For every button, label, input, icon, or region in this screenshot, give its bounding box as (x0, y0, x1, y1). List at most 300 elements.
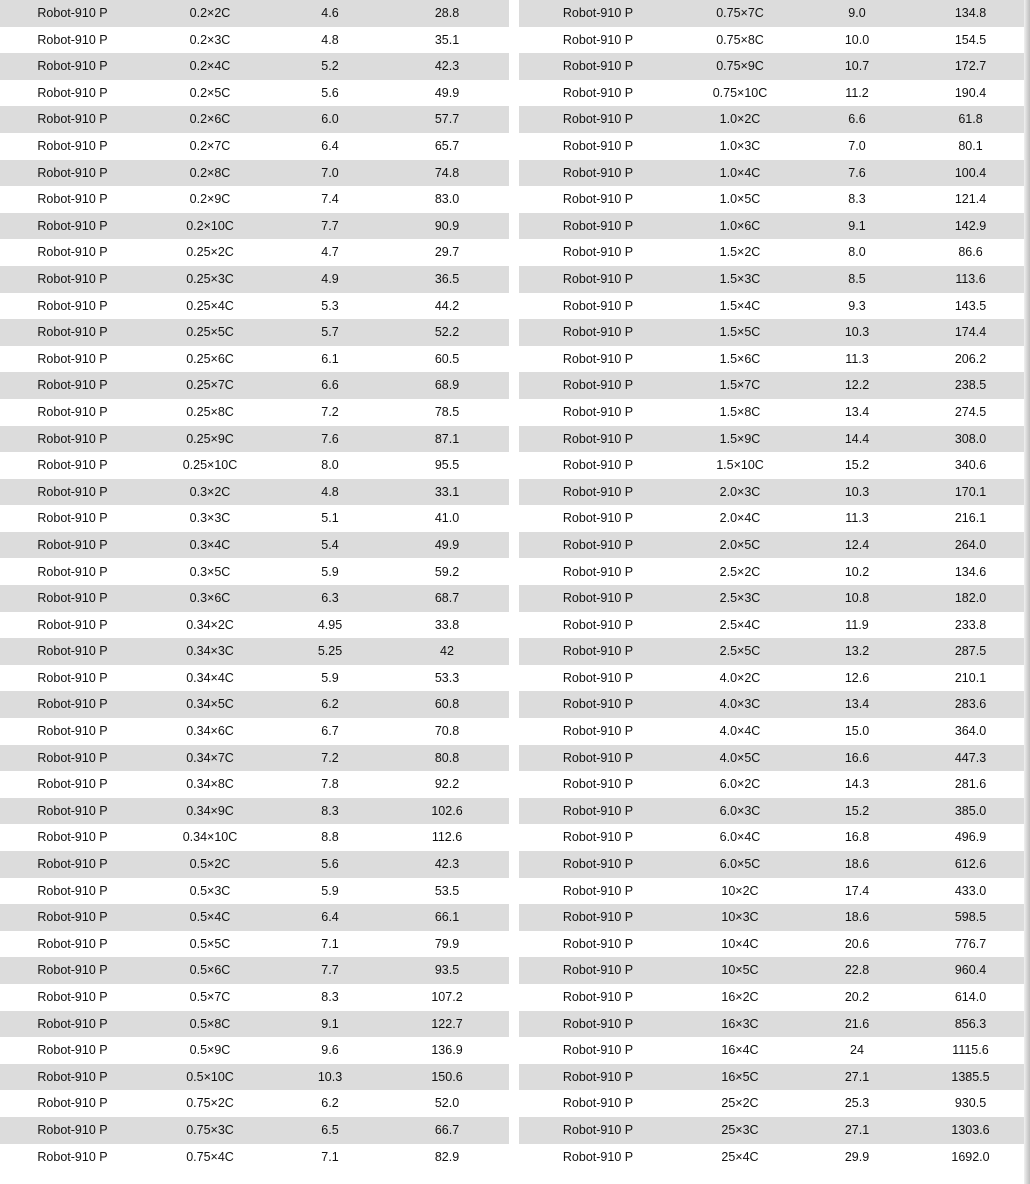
outer-diameter-cell: 4.95 (317, 617, 343, 632)
spec-cell: 1.5×5C (719, 325, 761, 340)
table-row (519, 372, 1030, 399)
model-cell: Robot-910 P (37, 1043, 108, 1058)
table-row (0, 319, 509, 346)
outer-diameter-cell: 6.2 (321, 1096, 339, 1111)
table-row (0, 293, 509, 320)
model-cell: Robot-910 P (37, 32, 108, 47)
outer-diameter-cell: 7.2 (321, 750, 339, 765)
outer-diameter-cell: 12.2 (844, 378, 870, 393)
spec-cell: 1.0×4C (719, 165, 761, 180)
table-row (0, 984, 509, 1011)
model-cell: Robot-910 P (37, 378, 108, 393)
weight-cell: 283.6 (954, 697, 987, 712)
weight-cell: 274.5 (954, 404, 987, 419)
model-cell: Robot-910 P (562, 537, 634, 552)
spec-cell: 0.2×4C (189, 59, 231, 74)
spec-cell: 0.5×4C (189, 910, 231, 925)
table-row (519, 1011, 1030, 1038)
outer-diameter-cell: 6.4 (321, 910, 339, 925)
model-cell: Robot-910 P (37, 670, 108, 685)
outer-diameter-cell: 27.1 (844, 1069, 870, 1084)
outer-diameter-cell: 15.0 (844, 724, 870, 739)
table-row (519, 239, 1030, 266)
spec-cell: 0.25×6C (186, 351, 234, 366)
model-cell: Robot-910 P (562, 165, 634, 180)
table-row (0, 771, 509, 798)
table-row (519, 160, 1030, 187)
spec-cell: 1.0×2C (719, 112, 761, 127)
spec-cell: 0.25×3C (186, 271, 234, 286)
model-cell: Robot-910 P (562, 112, 634, 127)
model-cell: Robot-910 P (562, 883, 634, 898)
table-row (519, 186, 1030, 213)
spec-cell: 0.25×4C (186, 298, 234, 313)
weight-cell: 210.1 (954, 670, 987, 685)
spec-cell: 0.25×5C (186, 325, 234, 340)
spec-cell: 0.2×10C (186, 218, 234, 233)
weight-cell: 364.0 (954, 724, 987, 739)
table-row (519, 1090, 1030, 1117)
model-cell: Robot-910 P (37, 910, 108, 925)
table-row (519, 665, 1030, 692)
model-cell: Robot-910 P (562, 245, 634, 260)
model-cell: Robot-910 P (37, 85, 108, 100)
weight-cell: 57.7 (434, 112, 460, 127)
spec-cell: 0.25×7C (186, 378, 234, 393)
model-cell: Robot-910 P (37, 458, 108, 473)
spec-cell: 6.0×4C (719, 830, 761, 845)
model-cell: Robot-910 P (562, 777, 634, 792)
table-row (519, 1144, 1030, 1171)
table-row (0, 452, 509, 479)
weight-cell: 74.8 (434, 165, 460, 180)
outer-diameter-cell: 6.2 (321, 697, 339, 712)
outer-diameter-cell: 5.25 (317, 644, 343, 659)
model-cell: Robot-910 P (562, 59, 634, 74)
outer-diameter-cell: 16.8 (844, 830, 870, 845)
table-row (519, 293, 1030, 320)
table-row (0, 399, 509, 426)
spec-cell: 0.2×8C (189, 165, 231, 180)
weight-cell: 102.6 (431, 803, 463, 818)
model-cell: Robot-910 P (562, 724, 634, 739)
model-cell: Robot-910 P (37, 724, 108, 739)
weight-cell: 80.8 (434, 750, 460, 765)
outer-diameter-cell: 9.6 (321, 1043, 339, 1058)
spec-cell: 0.5×9C (189, 1043, 231, 1058)
weight-cell: 79.9 (434, 936, 460, 951)
spec-cell: 0.34×10C (182, 830, 238, 845)
outer-diameter-cell: 15.2 (844, 803, 870, 818)
outer-diameter-cell: 10.2 (844, 564, 870, 579)
model-cell: Robot-910 P (37, 1122, 108, 1137)
table-row (519, 106, 1030, 133)
weight-cell: 42.3 (434, 857, 460, 872)
outer-diameter-cell: 13.2 (844, 644, 870, 659)
model-cell: Robot-910 P (37, 165, 108, 180)
weight-cell: 174.4 (954, 325, 987, 340)
spec-cell: 6.0×2C (719, 777, 761, 792)
weight-cell: 100.4 (954, 165, 987, 180)
model-cell: Robot-910 P (37, 431, 108, 446)
weight-cell: 121.4 (954, 192, 987, 207)
spec-cell: 16×4C (721, 1043, 759, 1058)
spec-cell: 2.0×4C (719, 511, 761, 526)
table-row (0, 1144, 509, 1171)
weight-cell: 216.1 (954, 511, 987, 526)
weight-cell: 95.5 (434, 458, 460, 473)
model-cell: Robot-910 P (37, 1016, 108, 1031)
table-row (519, 319, 1030, 346)
table-row (0, 479, 509, 506)
weight-cell: 41.0 (434, 511, 460, 526)
weight-cell: 143.5 (954, 298, 987, 313)
outer-diameter-cell: 27.1 (844, 1122, 870, 1137)
table-row (0, 1117, 509, 1144)
table-row (0, 160, 509, 187)
spec-cell: 0.34×4C (186, 670, 234, 685)
table-row (0, 372, 509, 399)
table-row (519, 399, 1030, 426)
model-cell: Robot-910 P (562, 1043, 634, 1058)
weight-cell: 52.2 (434, 325, 460, 340)
outer-diameter-cell: 12.6 (844, 670, 870, 685)
table-row (0, 638, 509, 665)
outer-diameter-cell: 4.8 (321, 32, 339, 47)
spec-cell: 4.0×5C (719, 750, 761, 765)
model-cell: Robot-910 P (37, 351, 108, 366)
spec-cell: 0.3×5C (189, 564, 231, 579)
spec-cell: 6.0×5C (719, 857, 761, 872)
outer-diameter-cell: 7.1 (321, 1149, 339, 1164)
model-cell: Robot-910 P (37, 325, 108, 340)
spec-cell: 1.0×6C (719, 218, 761, 233)
spec-cell: 1.5×4C (719, 298, 761, 313)
table-row (0, 186, 509, 213)
model-cell: Robot-910 P (562, 192, 634, 207)
weight-cell: 385.0 (954, 803, 987, 818)
outer-diameter-cell: 8.0 (848, 245, 866, 260)
weight-cell: 287.5 (954, 644, 987, 659)
table-row (0, 0, 509, 27)
weight-cell: 113.6 (955, 271, 986, 286)
outer-diameter-cell: 11.9 (845, 617, 869, 632)
outer-diameter-cell: 20.2 (844, 990, 870, 1005)
spec-cell: 0.34×8C (186, 777, 234, 792)
model-cell: Robot-910 P (37, 298, 108, 313)
outer-diameter-cell: 7.0 (321, 165, 339, 180)
spec-cell: 4.0×2C (719, 670, 761, 685)
spec-cell: 16×5C (721, 1069, 759, 1084)
outer-diameter-cell: 5.2 (321, 59, 339, 74)
model-cell: Robot-910 P (37, 192, 108, 207)
model-cell: Robot-910 P (562, 697, 634, 712)
spec-cell: 0.25×8C (186, 404, 234, 419)
outer-diameter-cell: 17.4 (844, 883, 870, 898)
table-row (519, 638, 1030, 665)
weight-cell: 122.7 (431, 1016, 463, 1031)
spec-cell: 0.75×3C (186, 1122, 234, 1137)
outer-diameter-cell: 9.3 (848, 298, 866, 313)
weight-cell: 190.4 (954, 85, 987, 100)
weight-cell: 49.9 (434, 537, 460, 552)
spec-cell: 0.34×9C (186, 803, 234, 818)
outer-diameter-cell: 6.0 (321, 112, 339, 127)
weight-cell: 42 (440, 644, 454, 659)
spec-cell: 0.25×9C (186, 431, 234, 446)
outer-diameter-cell: 5.1 (321, 511, 339, 526)
outer-diameter-cell: 5.9 (321, 883, 339, 898)
spec-cell: 0.25×2C (186, 245, 234, 260)
outer-diameter-cell: 7.7 (321, 963, 339, 978)
weight-cell: 136.9 (431, 1043, 463, 1058)
table-row (519, 266, 1030, 293)
spec-cell: 25×4C (721, 1149, 759, 1164)
outer-diameter-cell: 15.2 (844, 458, 870, 473)
spec-cell: 0.3×2C (189, 484, 231, 499)
spec-cell: 1.5×9C (719, 431, 761, 446)
spec-cell: 16×2C (721, 990, 759, 1005)
outer-diameter-cell: 16.6 (844, 750, 870, 765)
weight-cell: 612.6 (954, 857, 987, 872)
table-row (519, 798, 1030, 825)
model-cell: Robot-910 P (562, 564, 634, 579)
table-row (519, 53, 1030, 80)
model-cell: Robot-910 P (562, 857, 634, 872)
table-row (519, 426, 1030, 453)
spec-cell: 0.2×9C (189, 192, 231, 207)
outer-diameter-cell: 10.3 (844, 325, 870, 340)
spec-cell: 0.75×8C (716, 32, 764, 47)
spec-cell: 25×3C (721, 1122, 759, 1137)
model-cell: Robot-910 P (562, 803, 634, 818)
outer-diameter-cell: 7.7 (321, 218, 339, 233)
table-row (0, 133, 509, 160)
outer-diameter-cell: 6.3 (321, 591, 339, 606)
spec-cell: 0.2×2C (189, 6, 231, 21)
spec-cell: 0.34×7C (186, 750, 234, 765)
spec-cell: 10×2C (721, 883, 759, 898)
model-cell: Robot-910 P (562, 1069, 634, 1084)
weight-cell: 29.7 (434, 245, 460, 260)
outer-diameter-cell: 9.0 (848, 6, 866, 21)
table-row (0, 266, 509, 293)
model-cell: Robot-910 P (37, 404, 108, 419)
table-row (519, 213, 1030, 240)
model-cell: Robot-910 P (562, 1096, 634, 1111)
outer-diameter-cell: 25.3 (844, 1096, 870, 1111)
model-cell: Robot-910 P (562, 1016, 634, 1031)
table-row (519, 718, 1030, 745)
table-row (0, 53, 509, 80)
table-row (0, 106, 509, 133)
outer-diameter-cell: 4.9 (321, 271, 339, 286)
outer-diameter-cell: 14.3 (844, 777, 870, 792)
weight-cell: 59.2 (434, 564, 460, 579)
model-cell: Robot-910 P (37, 484, 108, 499)
spec-cell: 0.5×7C (189, 990, 231, 1005)
outer-diameter-cell: 4.6 (321, 6, 339, 21)
weight-cell: 70.8 (434, 724, 460, 739)
weight-cell: 776.7 (954, 936, 987, 951)
spec-cell: 0.5×5C (189, 936, 231, 951)
table-row (519, 771, 1030, 798)
weight-cell: 82.9 (434, 1149, 460, 1164)
table-row (519, 558, 1030, 585)
table-row (0, 851, 509, 878)
spec-cell: 0.5×2C (189, 857, 231, 872)
weight-cell: 68.7 (434, 591, 460, 606)
model-cell: Robot-910 P (37, 936, 108, 951)
table-row (0, 957, 509, 984)
table-row (519, 0, 1030, 27)
spec-cell: 2.5×3C (719, 591, 761, 606)
model-cell: Robot-910 P (37, 271, 108, 286)
spec-cell: 2.0×5C (719, 537, 761, 552)
weight-cell: 36.5 (434, 271, 460, 286)
spec-cell: 4.0×4C (719, 724, 761, 739)
table-row (519, 691, 1030, 718)
model-cell: Robot-910 P (562, 85, 634, 100)
weight-cell: 92.2 (434, 777, 460, 792)
weight-cell: 856.3 (954, 1016, 987, 1031)
spec-cell: 0.34×6C (186, 724, 234, 739)
table-row (0, 1090, 509, 1117)
table-row (0, 1037, 509, 1064)
outer-diameter-cell: 7.6 (848, 165, 866, 180)
model-cell: Robot-910 P (562, 351, 634, 366)
model-cell: Robot-910 P (37, 1096, 108, 1111)
table-row (0, 904, 509, 931)
table-row (0, 213, 509, 240)
model-cell: Robot-910 P (562, 298, 634, 313)
model-cell: Robot-910 P (562, 218, 634, 233)
model-cell: Robot-910 P (37, 1069, 108, 1084)
outer-diameter-cell: 10.7 (844, 59, 870, 74)
weight-cell: 33.1 (434, 484, 460, 499)
weight-cell: 172.7 (954, 59, 987, 74)
outer-diameter-cell: 5.9 (321, 564, 339, 579)
weight-cell: 1303.6 (951, 1122, 990, 1137)
outer-diameter-cell: 6.4 (321, 139, 339, 154)
table-row (519, 824, 1030, 851)
outer-diameter-cell: 6.6 (848, 112, 866, 127)
outer-diameter-cell: 12.4 (844, 537, 870, 552)
spec-cell: 0.5×6C (189, 963, 231, 978)
table-row (519, 532, 1030, 559)
spec-cell: 2.5×5C (719, 644, 761, 659)
outer-diameter-cell: 9.1 (321, 1016, 339, 1031)
outer-diameter-cell: 8.3 (321, 803, 339, 818)
spec-cell: 1.5×2C (719, 245, 761, 260)
weight-cell: 281.6 (954, 777, 987, 792)
weight-cell: 930.5 (954, 1096, 987, 1111)
table-row (519, 851, 1030, 878)
outer-diameter-cell: 8.5 (848, 271, 866, 286)
outer-diameter-cell: 13.4 (844, 404, 870, 419)
spec-cell: 0.75×7C (716, 6, 764, 21)
outer-diameter-cell: 5.4 (321, 537, 339, 552)
weight-cell: 80.1 (958, 139, 983, 154)
model-cell: Robot-910 P (37, 750, 108, 765)
spec-cell: 10×3C (721, 910, 759, 925)
model-cell: Robot-910 P (562, 431, 634, 446)
table-row (519, 931, 1030, 958)
table-row (519, 1037, 1030, 1064)
right-cable-table (519, 0, 1030, 1170)
weight-cell: 107.2 (431, 990, 463, 1005)
weight-cell: 264.0 (954, 537, 987, 552)
weight-cell: 170.1 (954, 484, 987, 499)
model-cell: Robot-910 P (562, 1149, 634, 1164)
outer-diameter-cell: 8.3 (848, 192, 866, 207)
outer-diameter-cell: 5.9 (321, 670, 339, 685)
model-cell: Robot-910 P (562, 910, 634, 925)
spec-cell: 0.2×3C (189, 32, 231, 47)
table-row (0, 798, 509, 825)
spec-cell: 0.2×5C (189, 85, 231, 100)
table-row (519, 1064, 1030, 1091)
model-cell: Robot-910 P (37, 963, 108, 978)
spec-cell: 16×3C (721, 1016, 759, 1031)
table-row (0, 585, 509, 612)
outer-diameter-cell: 7.1 (321, 936, 339, 951)
weight-cell: 90.9 (434, 218, 460, 233)
model-cell: Robot-910 P (37, 537, 108, 552)
outer-diameter-cell: 6.6 (321, 378, 339, 393)
table-row (519, 984, 1030, 1011)
model-cell: Robot-910 P (562, 6, 634, 21)
model-cell: Robot-910 P (562, 1122, 634, 1137)
weight-cell: 53.5 (434, 883, 460, 898)
table-row (0, 1011, 509, 1038)
outer-diameter-cell: 10.3 (844, 484, 870, 499)
table-row (0, 931, 509, 958)
weight-cell: 233.8 (954, 617, 987, 632)
spec-cell: 2.5×4C (719, 617, 761, 632)
table-row (519, 452, 1030, 479)
model-cell: Robot-910 P (562, 511, 634, 526)
weight-cell: 154.5 (954, 32, 987, 47)
table-row (0, 558, 509, 585)
outer-diameter-cell: 4.8 (321, 484, 339, 499)
table-row (519, 612, 1030, 639)
outer-diameter-cell: 7.6 (321, 431, 339, 446)
table-row (0, 532, 509, 559)
weight-cell: 44.2 (434, 298, 460, 313)
outer-diameter-cell: 22.8 (844, 963, 870, 978)
model-cell: Robot-910 P (562, 139, 634, 154)
model-cell: Robot-910 P (562, 617, 634, 632)
outer-diameter-cell: 11.3 (845, 511, 869, 526)
spec-cell: 1.5×10C (716, 458, 764, 473)
weight-cell: 68.9 (434, 378, 460, 393)
outer-diameter-cell: 5.6 (321, 857, 339, 872)
spec-cell: 0.34×3C (186, 644, 234, 659)
table-row (0, 27, 509, 54)
model-cell: Robot-910 P (562, 830, 634, 845)
outer-diameter-cell: 8.8 (321, 830, 339, 845)
table-row (519, 904, 1030, 931)
weight-cell: 78.5 (434, 404, 460, 419)
outer-diameter-cell: 5.7 (321, 325, 339, 340)
spec-cell: 0.3×4C (189, 537, 231, 552)
page-edge-shadow (1024, 0, 1030, 1184)
outer-diameter-cell: 5.3 (321, 298, 339, 313)
spec-cell: 1.5×8C (719, 404, 761, 419)
model-cell: Robot-910 P (562, 378, 634, 393)
model-cell: Robot-910 P (37, 511, 108, 526)
